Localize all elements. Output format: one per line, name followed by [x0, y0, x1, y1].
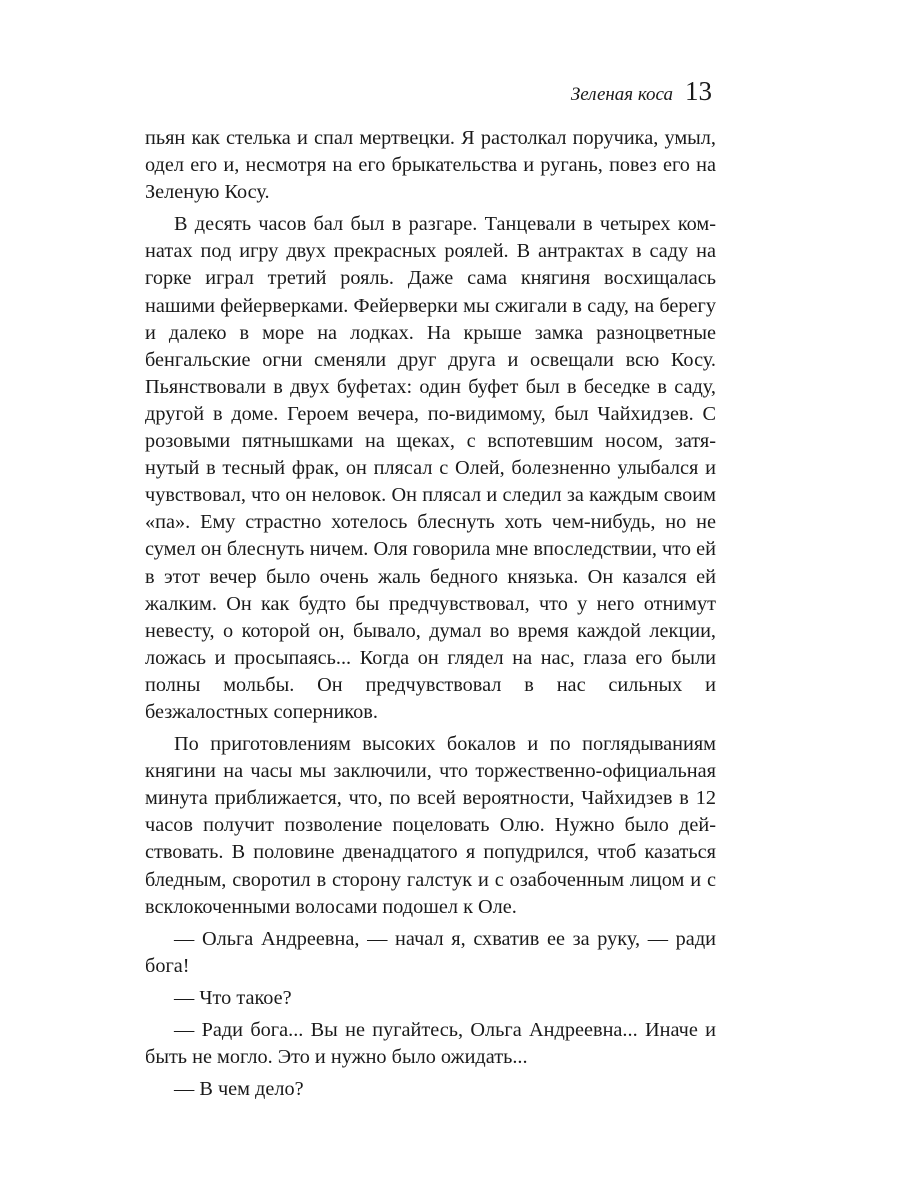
paragraph: В десять часов бал был в разгаре. Танцевали в четырех комнатах под игру двух прекрасных роялей. В антрактах в саду на горке играл третий рояль. Даже сама княгиня восхищалась нашими фейерверками. Фейерверки мы сжигали в саду, на берегу и далеко в море на лодках. На крыше замка разноцветные бенгальские огни сменяли друг друга и освещали всю Косу. Пьянствовали в двух буфетах: один буфет был в беседке в саду, другой в доме. Героем вечера, по-видимому, был Чайхидзев. С розовыми пятнышками на щеках, с вспотевшим носом, затянутый в тесный фрак, он плясал с Олей, болезненно улыбался и чувствовал, что он неловок. Он плясал и следил за каждым своим «па». Ему страстно хотелось блеснуть хоть чем-нибудь, но не сумел он блеснуть ничем. Оля говорила мне впоследствии, что ей в этот вечер было очень жаль бедного князька. Он казался ей жалким. Он как будто бы предчувствовал, что у него отнимут невесту, о которой он, бывало, думал во время каждой лекции, ложась и просыпаясь... Когда он глядел на нас, глаза его были полны мольбы. Он предчувствовал в нас сильных и безжалостных соперников.	[145, 213, 716, 723]
paragraph: По приготовлениям высоких бокалов и по поглядываниям княгини на часы мы заключили, что торжественно-официальная минута приближается, что, по всей вероятности, Чайхидзев в 12 часов получит позволение поцеловать Олю. Нужно было действовать. В половине двенадцатого я попудрился, чтоб казаться бледным, своротил в сторону галстук и с озабоченным лицом и с всклокоченными волосами подошел к Оле.	[145, 733, 716, 918]
dialogue-line: — Что такое?	[174, 986, 292, 1009]
dialogue-line: — Ольга Андреевна, — начал я, схватив ее за руку, — ради бога!	[145, 927, 716, 977]
dialogue-line: — В чем дело?	[174, 1078, 304, 1101]
dialogue-line: — Ради бога... Вы не пугайтесь, Ольга Андреевна... Иначе и быть не могло. Это и нужно было ожидать...	[145, 1019, 716, 1069]
page-number: 13	[685, 76, 712, 106]
body-text	[145, 125, 716, 1103]
running-title: Зеленая коса	[570, 84, 673, 105]
running-header	[571, 76, 712, 107]
paragraph: пьян как стелька и спал мертвецки. Я растолкал поручика, умыл, одел его и, несмотря на его брыкательства и ругань, повез его на Зеленую Косу.	[145, 127, 716, 204]
